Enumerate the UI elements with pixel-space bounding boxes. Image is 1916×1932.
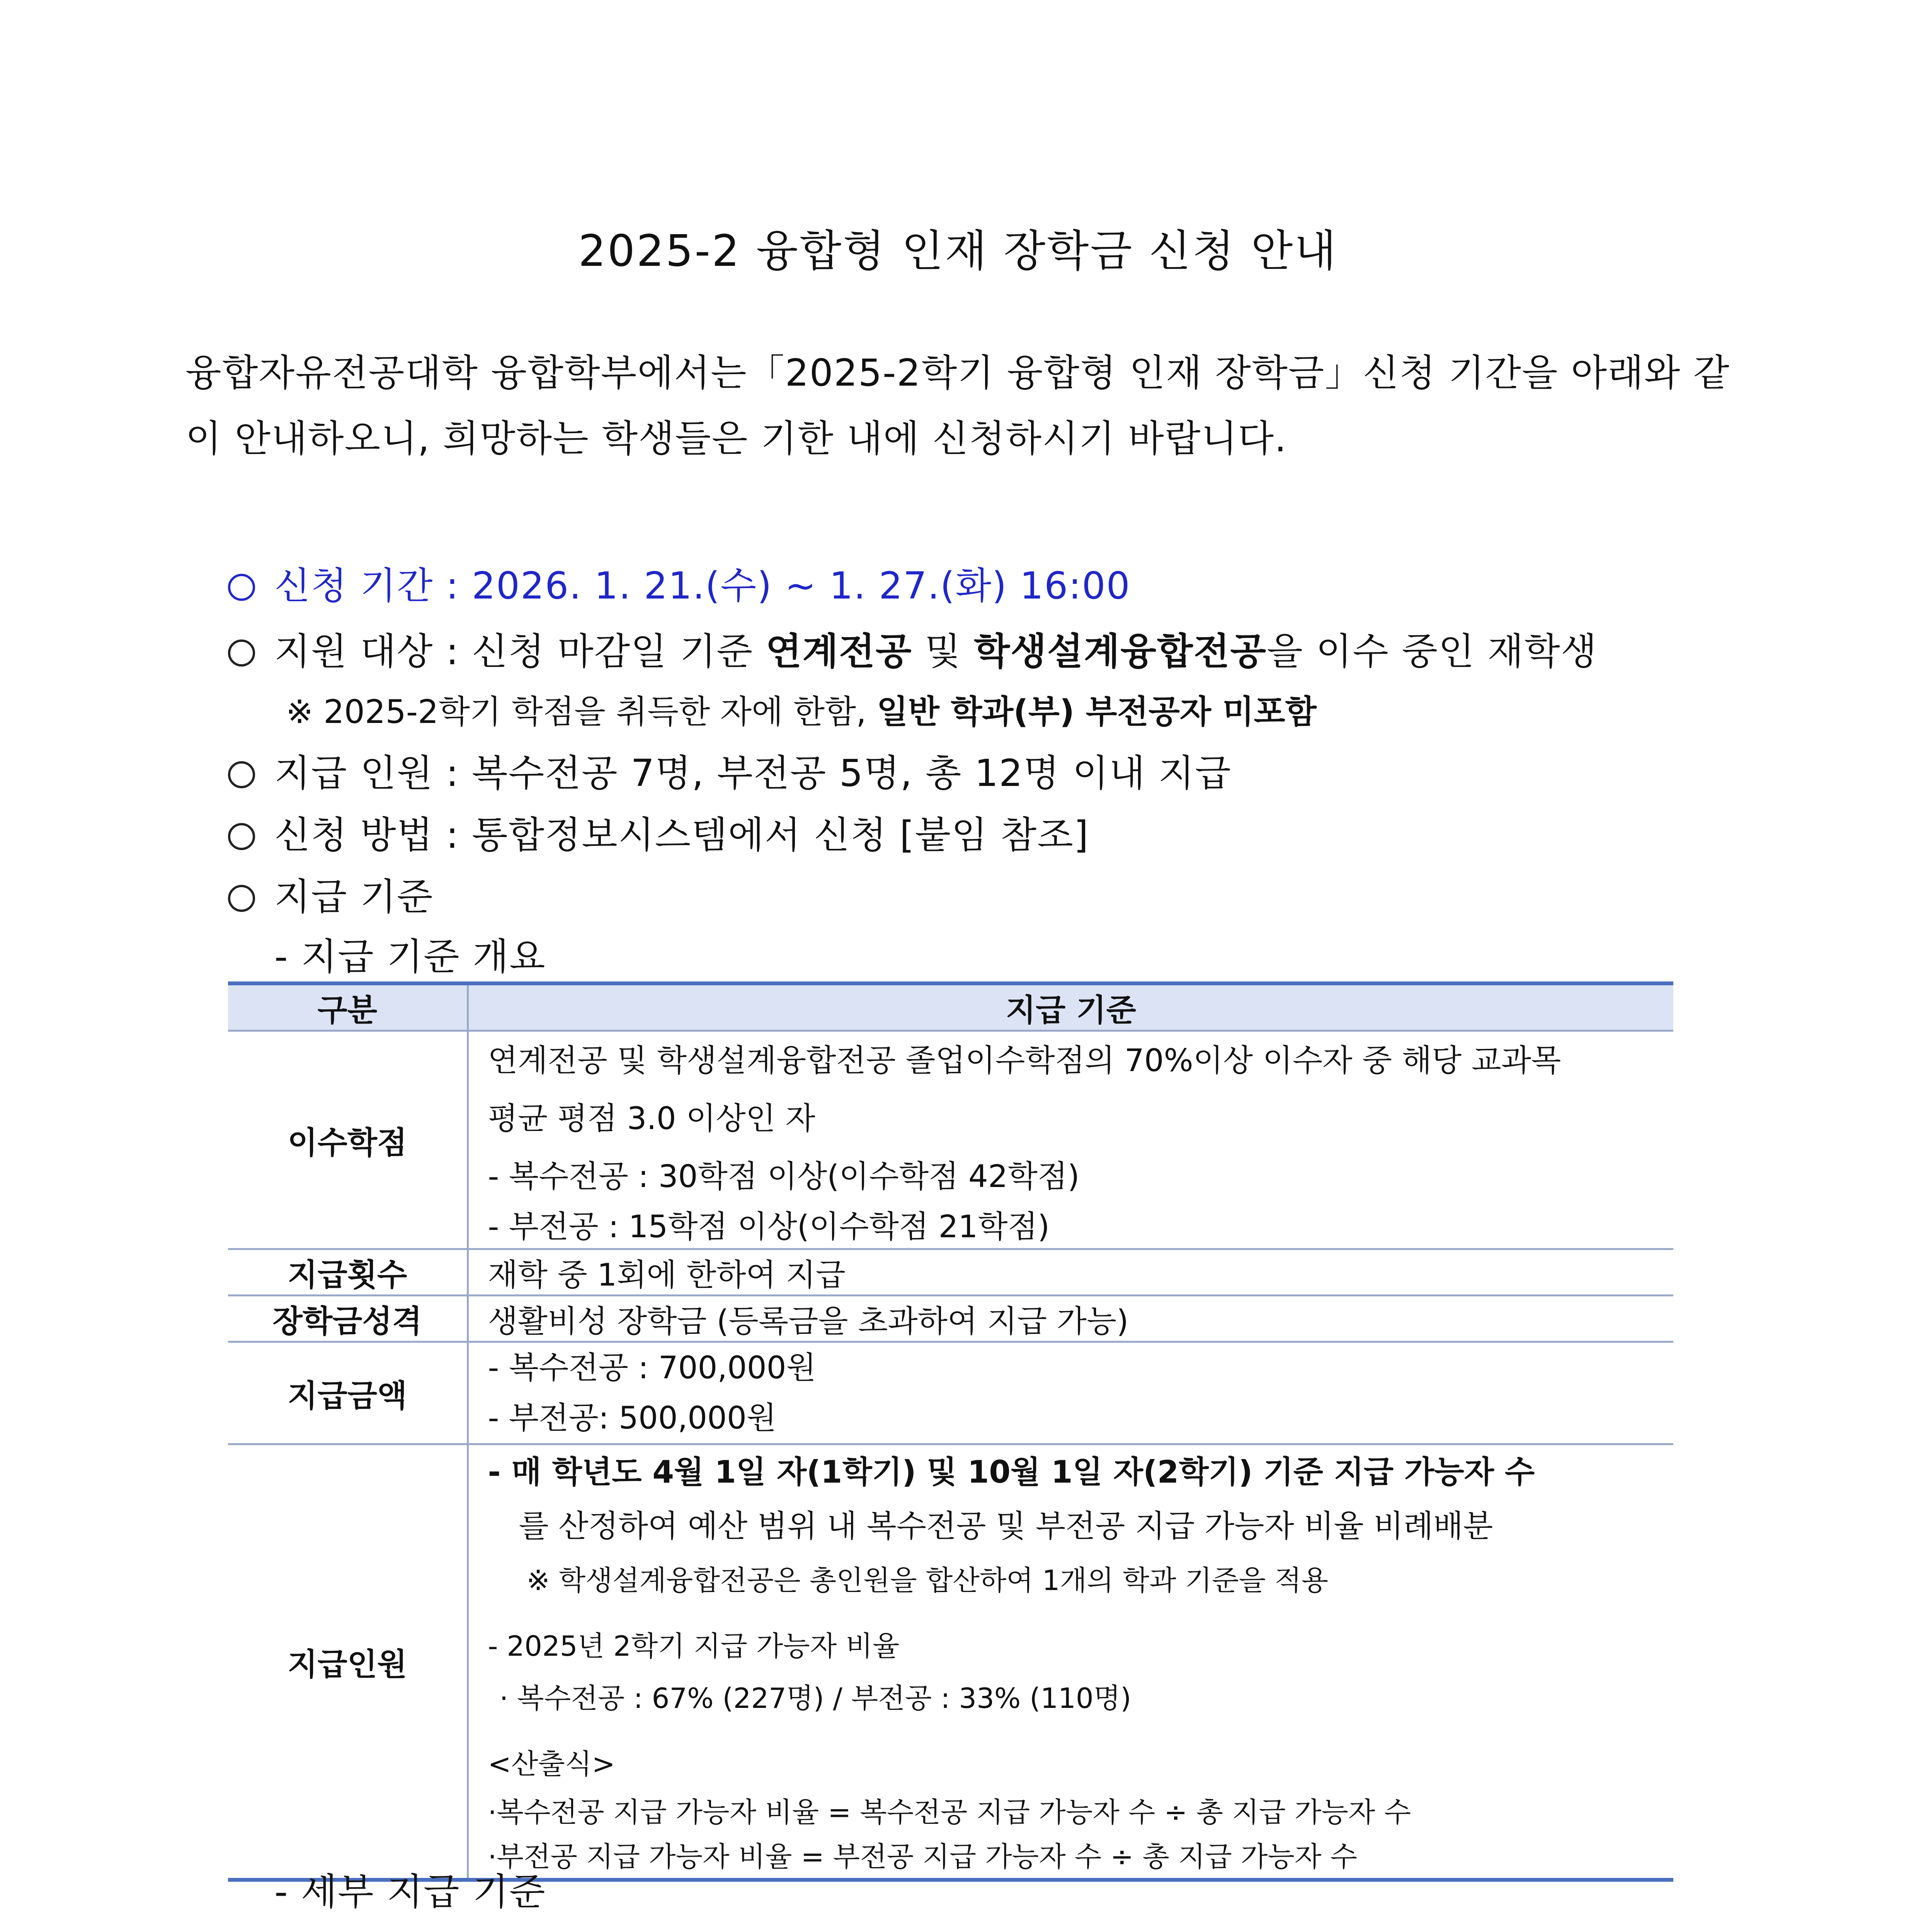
row-content-credits <box>468 1031 1673 1249</box>
cell-line: - 2025년 2학기 지급 가능자 비율 <box>488 1630 900 1662</box>
cell-line: - 부전공: 500,000원 <box>488 1400 777 1436</box>
table1-header-criteria: 지급 기준 <box>468 983 1673 1031</box>
cell-line: <산출식> <box>488 1748 615 1780</box>
table-row <box>228 1342 1673 1444</box>
target-major-1: 연계전공 <box>766 630 912 673</box>
count-text: 지급 인원 : 복수전공 7명, 부전공 5명, 총 12명 이내 지급 <box>274 752 1232 795</box>
table-row <box>228 1444 1673 1880</box>
circle-bullet-icon <box>228 885 255 912</box>
row-content-nature: 생활비성 장학금 (등록금을 초과하여 지급 가능) <box>468 1296 1673 1342</box>
cell-line: - 복수전공 : 700,000원 <box>488 1350 816 1386</box>
item-target <box>228 622 1598 675</box>
table-row <box>228 1296 1673 1342</box>
row-label-people: 지급인원 <box>228 1444 468 1880</box>
intro-line-1: 융합자유전공대학 융합학부에서는「2025-2학기 융합형 인재 장학금」신청 기간을 아래와 같 <box>185 351 1730 395</box>
circle-bullet-icon <box>228 761 255 788</box>
page-title: 2025-2 융합형 인재 장학금 신청 안내 <box>578 226 1338 276</box>
intro-paragraph <box>185 340 1754 471</box>
item-count <box>228 744 1232 797</box>
row-content-times: 재학 중 1회에 한하여 지급 <box>468 1249 1673 1296</box>
item-period <box>228 556 1131 609</box>
criteria-text: 지급 기준 <box>274 875 434 918</box>
cell-line: 연계전공 및 학생설계융합전공 졸업이수학점의 70%이상 이수자 중 해당 교과목 <box>488 1043 1561 1078</box>
row-label-times: 지급횟수 <box>228 1249 468 1296</box>
item-criteria <box>228 867 433 920</box>
method-text: 신청 방법 : 통합정보시스템에서 신청 [붙임 참조] <box>274 813 1089 857</box>
target-major-2: 학생설계융합전공 <box>974 630 1267 673</box>
target-note-bold: 일반 학과(부) 부전공자 미포함 <box>876 693 1317 731</box>
table-row <box>228 1249 1673 1296</box>
criteria-overview-table <box>228 981 1673 1882</box>
period-text: 신청 기간 : 2026. 1. 21.(수) ~ 1. 27.(화) 16:00 <box>274 564 1131 607</box>
table-row <box>228 1031 1673 1249</box>
cell-line: ·복수전공 지급 가능자 비율 = 복수전공 지급 가능자 수 ÷ 총 지급 가능자 수 <box>488 1796 1411 1828</box>
cell-line: 평균 평점 3.0 이상인 자 <box>488 1100 815 1136</box>
circle-bullet-icon <box>228 639 255 667</box>
item-method <box>228 806 1089 859</box>
cell-line: ·부전공 지급 가능자 비율 = 부전공 지급 가능자 수 ÷ 총 지급 가능자 수 <box>488 1840 1357 1873</box>
cell-line: - 복수전공 : 30학점 이상(이수학점 42학점) <box>488 1158 1080 1194</box>
target-note-text: ※ 2025-2학기 학점을 취득한 자에 한함, <box>286 693 877 731</box>
row-label-amount: 지급금액 <box>228 1342 468 1444</box>
row-label-credits: 이수학점 <box>228 1031 468 1249</box>
circle-bullet-icon <box>228 823 255 850</box>
target-text-mid: 및 <box>912 630 974 673</box>
cell-line: ※ 학생설계융합전공은 총인원을 합산하여 1개의 학과 기준을 적용 <box>526 1564 1329 1597</box>
target-note <box>286 686 1317 733</box>
table1-header-category: 구분 <box>228 983 468 1031</box>
cell-line: - 매 학년도 4월 1일 자(1학기) 및 10월 1일 자(2학기) 기준 지급 가능자 수 <box>488 1454 1535 1490</box>
row-content-amount <box>468 1342 1673 1444</box>
table1-subtitle: - 지급 기준 개요 <box>274 935 546 978</box>
cell-line: · 복수전공 : 67% (227명) / 부전공 : 33% (110명) <box>499 1682 1132 1714</box>
cell-line: 를 산정하여 예산 범위 내 복수전공 및 부전공 지급 가능자 비율 비례배분 <box>519 1508 1493 1544</box>
target-text-pre: 지원 대상 : 신청 마감일 기준 <box>274 630 766 673</box>
row-label-nature: 장학금성격 <box>228 1296 468 1342</box>
circle-bullet-icon <box>228 574 255 601</box>
table2-subtitle: - 세부 지급 기준 <box>274 1870 546 1913</box>
cell-line: - 부전공 : 15학점 이상(이수학점 21학점) <box>488 1209 1050 1245</box>
row-content-people <box>468 1444 1673 1880</box>
target-text-post: 을 이수 중인 재학생 <box>1267 630 1598 673</box>
intro-line-2: 이 안내하오니, 희망하는 학생들은 기한 내에 신청하시기 바랍니다. <box>185 417 1287 460</box>
